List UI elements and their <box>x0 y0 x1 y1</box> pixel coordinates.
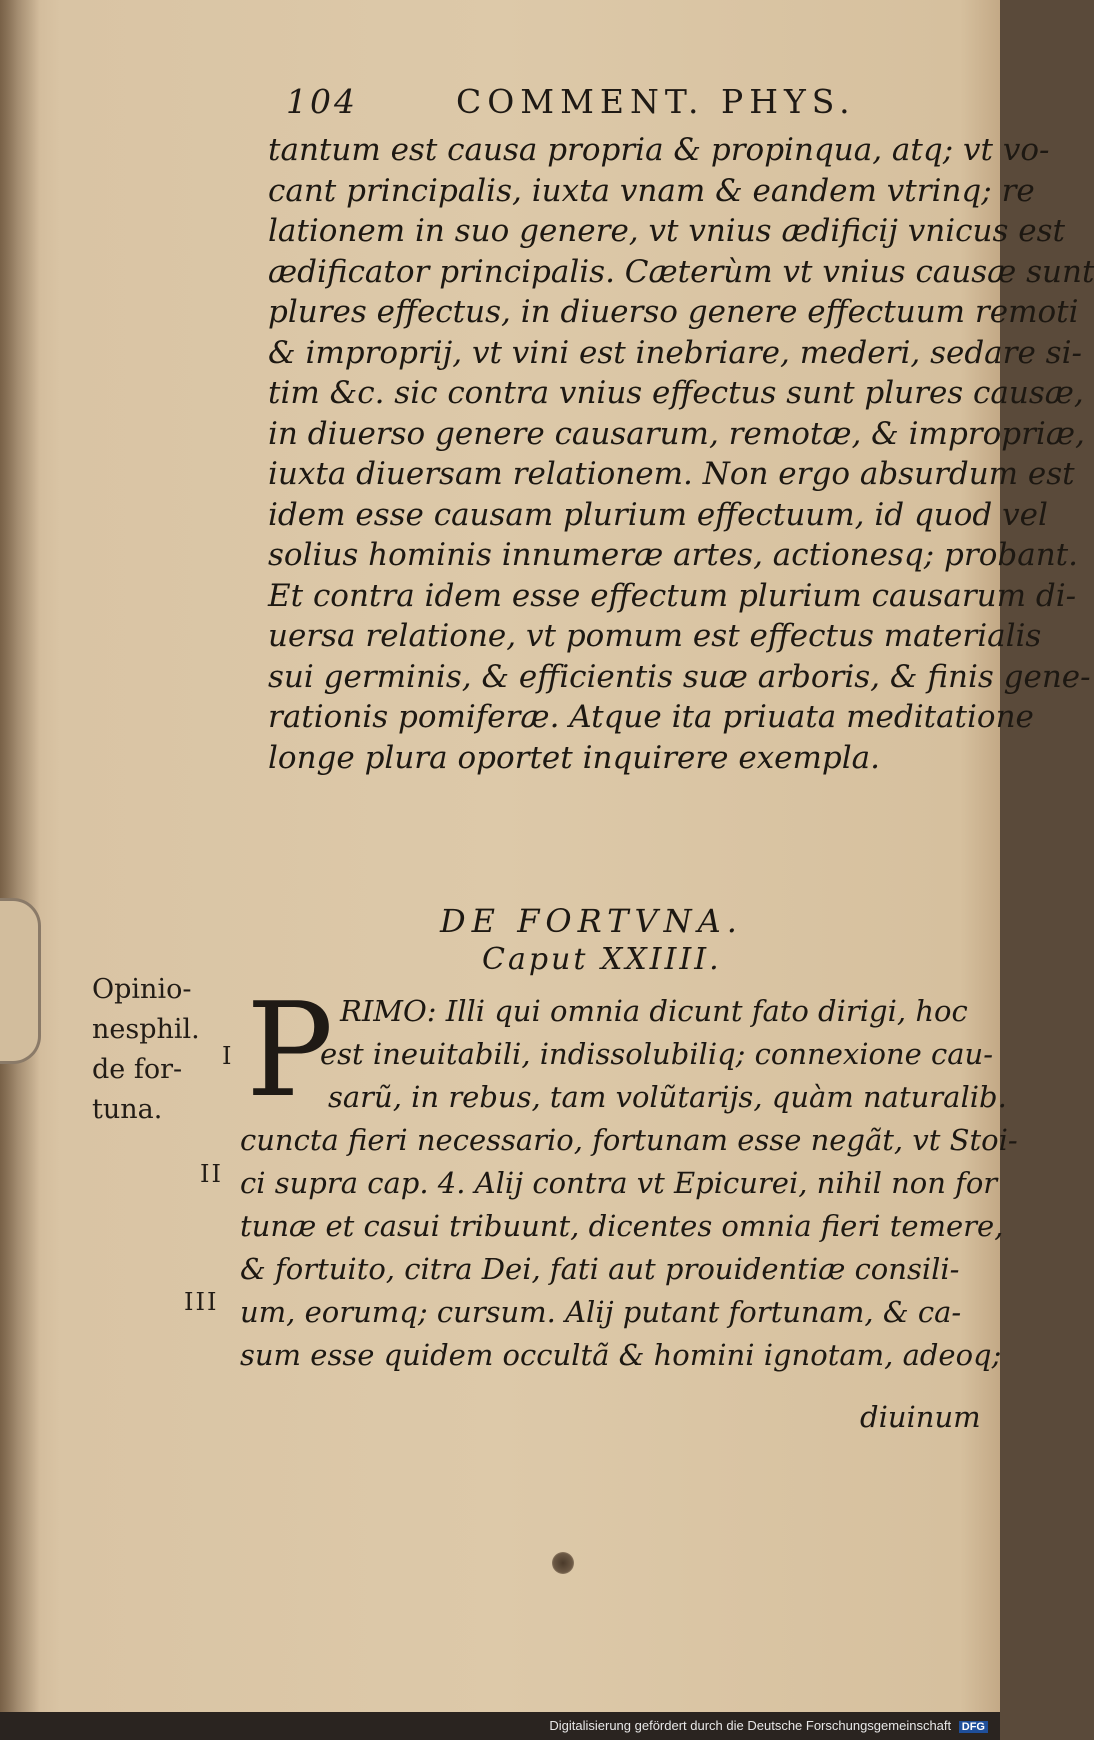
digitization-credit <box>549 1718 988 1733</box>
margin-note-line: de for- <box>92 1054 183 1085</box>
body-line: idem esse causam plurium effectuum, id quod vel <box>268 496 1048 533</box>
body-line: uersa relatione, vt pomum est effectus materialis <box>268 618 1042 654</box>
margin-note-line: nesphil. <box>92 1014 200 1045</box>
chapter-line: sarũ, in rebus, tam volũtarijs, quàm naturalib. <box>328 1080 1007 1114</box>
dfg-logo: DFG <box>959 1721 988 1733</box>
footer-bar <box>0 1712 1000 1740</box>
margin-numeral-1: I <box>222 1042 234 1070</box>
margin-note-line: Opinio- <box>92 974 192 1005</box>
page-tab-mark <box>0 898 41 1064</box>
body-line: Et contra idem esse effectum plurium causarum di- <box>268 577 1077 614</box>
chapter-title: DE FORTVNA. <box>440 902 743 940</box>
margin-note-line: tuna. <box>92 1094 163 1125</box>
chapter-line: um, eorumq; cursum. Alij putant fortunam, & ca- <box>240 1295 962 1329</box>
catchword: diuinum <box>860 1400 981 1434</box>
body-line: & improprij, vt vini est inebriare, mederi, sedare si- <box>268 334 1082 371</box>
body-line: in diuerso genere causarum, remotæ, & impropriæ, <box>268 415 1085 452</box>
body-line: iuxta diuersam relationem. Non ergo absurdum est <box>268 456 1075 492</box>
chapter-text <box>240 974 1018 1377</box>
credit-text: Digitalisierung gefördert durch die Deutsche Forschungsgemeinschaft <box>549 1718 952 1733</box>
body-line: cant principalis, iuxta vnam & eandem vtrinq; re <box>268 172 1035 209</box>
body-line: solius hominis innumeræ artes, actionesq; probant. <box>268 537 1078 573</box>
body-line: ædificator principalis. Cæterùm vt vnius causæ sunt <box>268 253 1094 290</box>
ink-spot <box>552 1552 574 1574</box>
margin-note <box>92 970 232 1130</box>
chapter-subtitle: Caput XXIIII. <box>482 942 722 977</box>
body-line: longe plura oportet inquirere exempla. <box>268 739 881 776</box>
chapter-line: sum esse quidem occultã & homini ignotam, adeoq; <box>240 1338 1002 1372</box>
chapter-line: ci supra cap. 4. Alij contra vt Epicurei, nihil non for <box>240 1166 998 1200</box>
chapter-line: est ineuitabili, indissolubiliq; connexione cau- <box>320 1037 994 1071</box>
page-number: 104 <box>286 82 358 121</box>
chapter-line: cuncta fieri necessario, fortunam esse negãt, vt Stoi- <box>240 1123 1018 1157</box>
chapter-line: RIMO: Illi qui omnia dicunt fato dirigi, hoc <box>340 994 968 1028</box>
body-line: tantum est causa propria & propinqua, atq; vt vo- <box>268 132 1050 168</box>
body-line: sui germinis, & efficientis suæ arboris, & finis gene- <box>268 658 1091 695</box>
running-head: COMMENT. PHYS. <box>456 82 856 121</box>
body-text <box>268 130 1094 778</box>
margin-numeral-3: III <box>184 1288 219 1316</box>
drop-cap: P <box>246 974 334 1126</box>
body-line: tim &c. sic contra vnius effectus sunt plures causæ, <box>268 375 1084 411</box>
body-line: rationis pomiferæ. Atque ita priuata meditatione <box>268 699 1034 735</box>
margin-numeral-2: II <box>200 1160 223 1188</box>
chapter-line: & fortuito, citra Dei, fati aut prouidentiæ consili- <box>240 1252 960 1286</box>
body-line: lationem in suo genere, vt vnius ædificij vnicus est <box>268 213 1065 249</box>
page-edge-shadow <box>0 0 40 1712</box>
page-header <box>286 82 886 122</box>
body-line: plures effectus, in diuerso genere effectuum remoti <box>268 294 1079 330</box>
chapter-line: tunæ et casui tribuunt, dicentes omnia fieri temere, <box>240 1209 1004 1243</box>
